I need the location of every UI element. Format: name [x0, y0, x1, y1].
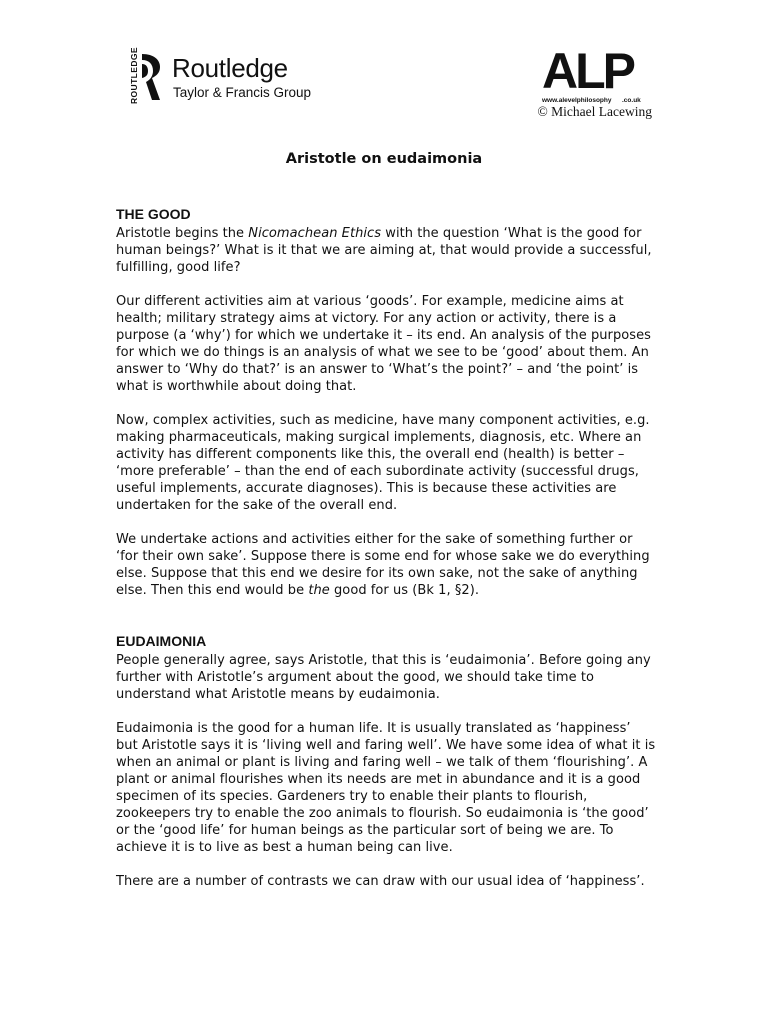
paragraph: There are a number of contrasts we can draw with our usual idea of ‘happiness’.	[116, 874, 645, 889]
alp-logo	[540, 46, 652, 106]
routledge-vertical-wordmark: ROUTLEDGE	[129, 47, 139, 104]
section-heading: EUDAIMONIA	[116, 633, 207, 649]
document-title: Aristotle on eudaimonia	[285, 151, 483, 167]
paragraph: Now, complex activities, such as medicine, have many component activities, e.g. making pharmaceuticals, making surgical implements, diagnosis, etc. Where an activity has different components like this, the overall end (health) is better – ‘more preferable’ – than the end of each subordinate activity (successful drugs, useful implements, accurate diagnoses). This is because these activities are undertaken for the sake of the overall end.	[116, 413, 650, 513]
alp-url-left: www.alevelphilosophy	[542, 97, 612, 104]
paragraph: We undertake actions and activities either for the sake of something further or ‘for their own sake’. Suppose there is some end for whose sake we do everything else. Suppose that this end we desire for its own sake, not the sake of anything else. Then this end would be the good for us (Bk 1, §2).	[116, 532, 650, 598]
paragraph: Our different activities aim at various ‘goods’. For example, medicine aims at health; military strategy aims at victory. For any action or activity, there is a purpose (a ‘why’) for which we undertake it – its end. An analysis of the purposes for which we do things is an analysis of what we see to be ‘good’ about them. An answer to ‘Why do that?’ is an answer to ‘What’s the point?’ – and ‘the point’ is what is worthwhile about doing that.	[116, 294, 651, 394]
alp-url-right: .co.uk	[622, 97, 641, 104]
paragraph: People generally agree, says Aristotle, that this is ‘eudaimonia’. Before going any further with Aristotle’s argument about the good, we should take time to understand what Aristotle means by eudaimonia.	[116, 653, 651, 702]
publisher-group: Taylor & Francis Group	[173, 85, 312, 100]
section-the-good	[116, 205, 656, 599]
section-heading: THE GOOD	[116, 206, 191, 222]
paragraph: Eudaimonia is the good for a human life. It is usually translated as ‘happiness’ but Aristotle says it is ‘living well and faring well’. We have some idea of what it is when an animal or plant is living and faring well – we talk of them ‘flourishing’. A plant or animal flourishes when its needs are met in abundance and it is a good specimen of its species. Gardeners try to enable their plants to flourish, zookeepers try to enable the zoo animals to flourish. So eudaimonia is ‘the good’ or the ‘good life’ for human beings as the particular sort of being we are. To achieve it is to live as best a human being can live.	[116, 721, 656, 855]
alp-letters: ALP	[542, 46, 633, 99]
paragraph: Aristotle begins the Nicomachean Ethics with the question ‘What is the good for human beings?’ What is it that we are aiming at, that would provide a successful, fulfilling, good life?	[116, 226, 652, 275]
section-eudaimonia	[116, 632, 656, 890]
copyright-notice: © Michael Lacewing	[537, 104, 652, 119]
document-body	[116, 205, 656, 907]
publisher-name: Routledge	[172, 53, 288, 83]
routledge-head-icon	[140, 52, 162, 102]
routledge-logo	[128, 47, 318, 104]
